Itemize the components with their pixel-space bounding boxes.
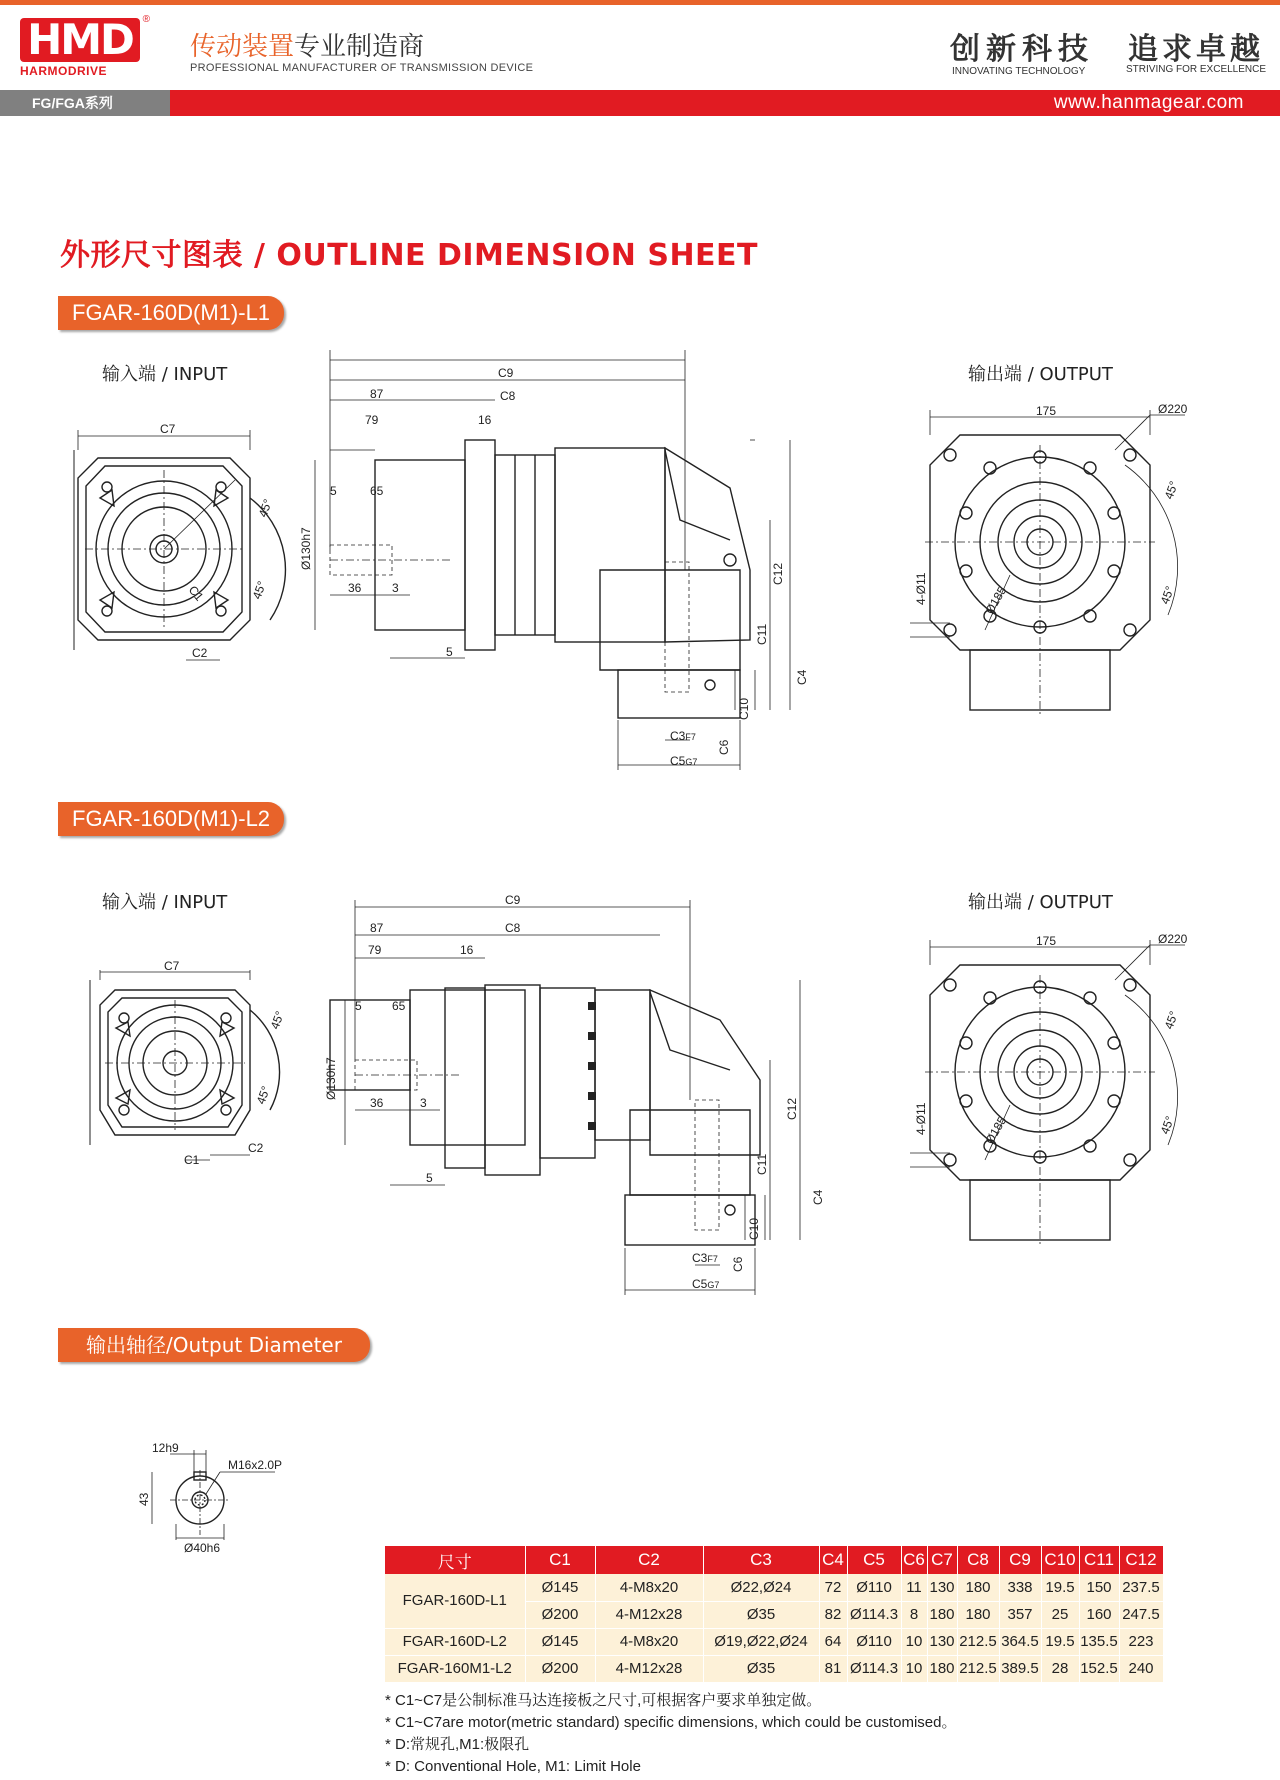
cell: Ø145: [525, 1628, 595, 1655]
dim-c3-l2: C3F7: [692, 1251, 718, 1265]
dim-c1-l2: C1: [184, 1153, 200, 1167]
cell: 4-M12x28: [595, 1655, 703, 1682]
cell: 81: [819, 1655, 847, 1682]
row-model: FGAR-160D-L1: [385, 1574, 525, 1628]
dim-c12-l1: C12: [771, 562, 785, 585]
table-header: C7: [927, 1546, 957, 1574]
angle-l2-a: 45°: [267, 1009, 288, 1032]
cell: 160: [1079, 1601, 1119, 1628]
logo-mark: HMD: [20, 18, 140, 62]
slogan-innovating-en: INNOVATING TECHNOLOGY: [952, 66, 1086, 77]
angle-l2-b: 45°: [253, 1084, 274, 1107]
registered-mark: ®: [142, 14, 150, 25]
dim-c7-l1: C7: [160, 422, 176, 436]
cell: 19.5: [1041, 1628, 1079, 1655]
cell: 180: [927, 1601, 957, 1628]
dim-d220-l1: Ø220: [1158, 402, 1188, 416]
dim-c10-l2: C10: [747, 1217, 761, 1240]
cell: 364.5: [999, 1628, 1041, 1655]
dim-36-l1: 36: [348, 581, 362, 595]
cell: 135.5: [1079, 1628, 1119, 1655]
cell: Ø22,Ø24: [703, 1574, 819, 1601]
table-header: C6: [901, 1546, 927, 1574]
angle-out-l1-b: 45°: [1157, 584, 1178, 607]
table-row: [385, 1574, 1163, 1601]
cell: 389.5: [999, 1655, 1041, 1682]
cell: Ø35: [703, 1601, 819, 1628]
dim-c2-l2: C2: [248, 1141, 264, 1155]
dim-d220-l2: Ø220: [1158, 932, 1188, 946]
output-shaft-drawing: [137, 1440, 300, 1560]
cell: Ø114.3: [847, 1601, 901, 1628]
cell: 237.5: [1119, 1574, 1163, 1601]
table-header: C4: [819, 1546, 847, 1574]
slogan-innovating: 创新科技: [950, 32, 1094, 67]
note-line: * D:常规孔,M1:极限孔: [385, 1736, 530, 1753]
table-row: [385, 1655, 1163, 1682]
cell: Ø19,Ø22,Ø24: [703, 1628, 819, 1655]
website-link[interactable]: www.hanmagear.com: [1053, 92, 1244, 113]
tagline-part1: 传动装置: [190, 32, 295, 62]
table-header: C10: [1041, 1546, 1079, 1574]
dim-c11-l1: C11: [755, 623, 769, 645]
spec-table: [385, 1546, 1164, 1683]
dim-holes-l1: 4-Ø11: [914, 572, 928, 605]
cell: 10: [901, 1628, 927, 1655]
dim-d40: Ø40h6: [184, 1541, 221, 1555]
table-header: C1: [525, 1546, 595, 1574]
dim-65-l2: 65: [392, 999, 406, 1013]
cell: 338: [999, 1574, 1041, 1601]
output-view-drawing-l2: [910, 932, 1190, 1255]
table-header: C5: [847, 1546, 901, 1574]
cell: 357: [999, 1601, 1041, 1628]
slogan-striving-en: STRIVING FOR EXCELLENCE: [1126, 64, 1267, 75]
cell: 223: [1119, 1628, 1163, 1655]
table-header: C2: [595, 1546, 703, 1574]
table-header: 尺寸: [385, 1546, 525, 1574]
cell: 64: [819, 1628, 847, 1655]
company-logo: [20, 14, 150, 78]
dim-175-l2: 175: [1036, 934, 1057, 948]
input-view-drawing-l1: [60, 420, 300, 670]
row-model: FGAR-160D-L2: [385, 1628, 525, 1655]
cell: Ø110: [847, 1628, 901, 1655]
dim-d130-l1: Ø130h7: [299, 527, 313, 570]
output-label-l1: 输出端 / OUTPUT: [968, 364, 1113, 385]
angle-l1-b: 45°: [249, 579, 270, 602]
table-header-row: [385, 1546, 1163, 1574]
angle-l1-a: 45°: [255, 497, 276, 520]
dim-79-l1: 79: [365, 413, 379, 427]
dim-c1-l1: C1: [185, 582, 207, 604]
cell: 130: [927, 1574, 957, 1601]
cell: 150: [1079, 1574, 1119, 1601]
header-accent-line: [0, 0, 1280, 5]
cell: 180: [957, 1601, 999, 1628]
cell: 212.5: [957, 1628, 999, 1655]
sheet-title: 外形尺寸图表 / OUTLINE DIMENSION SHEET: [60, 238, 759, 273]
cell: 82: [819, 1601, 847, 1628]
cell: 180: [957, 1574, 999, 1601]
dim-holes-l2: 4-Ø11: [914, 1102, 928, 1135]
angle-out-l1-a: 45°: [1161, 479, 1182, 502]
output-view-drawing-l1: [910, 402, 1190, 725]
row-model: FGAR-160M1-L2: [385, 1655, 525, 1682]
table-header: C9: [999, 1546, 1041, 1574]
dim-16-l2: 16: [460, 943, 474, 957]
side-view-drawing-l1: [299, 366, 860, 780]
cell: 10: [901, 1655, 927, 1682]
table-header: C11: [1079, 1546, 1119, 1574]
dim-87-l2: 87: [370, 921, 384, 935]
table-row: [385, 1628, 1163, 1655]
dim-d185-l2: Ø185: [982, 1114, 1010, 1147]
cell: Ø35: [703, 1655, 819, 1682]
dim-5a-l2: 5: [355, 999, 362, 1013]
dim-c5-l1: C5G7: [670, 754, 698, 768]
dim-c11-l2: C11: [755, 1153, 769, 1175]
table-header: C12: [1119, 1546, 1163, 1574]
cell: 240: [1119, 1655, 1163, 1682]
cell: 11: [901, 1574, 927, 1601]
table-header: C3: [703, 1546, 819, 1574]
cell: Ø200: [525, 1601, 595, 1628]
dim-c7-l2: C7: [164, 959, 180, 973]
series-label: FG/FGA系列: [0, 90, 170, 116]
output-diameter-tab: 输出轴径/Output Diameter: [58, 1328, 370, 1362]
cell: 4-M8x20: [595, 1628, 703, 1655]
tagline-part2: 专业制造商: [294, 32, 425, 62]
dim-c6-l2: C6: [731, 1256, 745, 1272]
table-header: C8: [957, 1546, 999, 1574]
dim-175-l1: 175: [1036, 404, 1057, 418]
dim-c3-l1: C3F7: [670, 729, 696, 743]
dim-c9-l1: C9: [498, 366, 514, 380]
dim-c2-l1: C2: [192, 646, 208, 660]
cell: 180: [927, 1655, 957, 1682]
cell: Ø145: [525, 1574, 595, 1601]
dim-5b-l2: 5: [426, 1171, 433, 1185]
slogan-striving: 追求卓越: [1128, 32, 1264, 67]
cell: Ø110: [847, 1574, 901, 1601]
dim-16-l1: 16: [478, 413, 492, 427]
cell: 152.5: [1079, 1655, 1119, 1682]
dim-43: 43: [137, 1492, 151, 1506]
angle-out-l2-a: 45°: [1161, 1009, 1182, 1032]
note-line: * C1~C7是公制标准马达连接板之尺寸,可根据客户要求单独定做。: [385, 1692, 822, 1709]
note-line: * C1~C7are motor(metric standard) specific dimensions, which could be customised。: [385, 1714, 957, 1731]
cell: 4-M8x20: [595, 1574, 703, 1601]
dim-c12-l2: C12: [785, 1097, 799, 1120]
dim-d130-l2: Ø130h7: [324, 1057, 338, 1100]
dim-36-l2: 36: [370, 1096, 384, 1110]
dim-c4-l2: C4: [811, 1189, 825, 1205]
dim-key12: 12h9: [152, 1441, 179, 1455]
dim-79-l2: 79: [368, 943, 382, 957]
input-view-drawing-l2: [60, 959, 300, 1200]
input-label-l1: 输入端 / INPUT: [102, 364, 228, 385]
logo-subtext: HARMODRIVE: [20, 64, 108, 78]
dim-65-l1: 65: [370, 484, 384, 498]
dim-c5-l2: C5G7: [692, 1277, 720, 1291]
dim-c8-l2: C8: [505, 921, 521, 935]
cell: 25: [1041, 1601, 1079, 1628]
side-view-drawing-l2: [324, 893, 890, 1300]
cell: 72: [819, 1574, 847, 1601]
dim-5a-l1: 5: [330, 484, 337, 498]
cell: 4-M12x28: [595, 1601, 703, 1628]
cell: 212.5: [957, 1655, 999, 1682]
company-tagline: [190, 26, 424, 63]
dim-3-l1: 3: [392, 581, 399, 595]
dim-87-l1: 87: [370, 387, 384, 401]
cell: Ø200: [525, 1655, 595, 1682]
company-tagline-en: PROFESSIONAL MANUFACTURER OF TRANSMISSION DEVICE: [190, 62, 534, 74]
cell: 28: [1041, 1655, 1079, 1682]
dim-3-l2: 3: [420, 1096, 427, 1110]
input-label-l2: 输入端 / INPUT: [102, 892, 228, 913]
output-label-l2: 输出端 / OUTPUT: [968, 892, 1113, 913]
cell: 130: [927, 1628, 957, 1655]
dim-c9-l2: C9: [505, 893, 521, 907]
dim-thread: M16x2.0P: [228, 1458, 283, 1472]
dim-d185-l1: Ø185: [982, 584, 1010, 617]
cell: 8: [901, 1601, 927, 1628]
dim-c8-l1: C8: [500, 389, 516, 403]
note-line: * D: Conventional Hole, M1: Limit Hole: [385, 1758, 641, 1775]
cell: Ø114.3: [847, 1655, 901, 1682]
dim-c6-l1: C6: [717, 739, 731, 755]
dim-5b-l1: 5: [446, 645, 453, 659]
dim-c10-l1: C10: [737, 697, 751, 720]
notes: [385, 1690, 957, 1778]
angle-out-l2-b: 45°: [1157, 1114, 1178, 1137]
dim-c4-l1: C4: [795, 669, 809, 685]
model-tab-l2: FGAR-160D(M1)-L2: [58, 802, 284, 836]
cell: 247.5: [1119, 1601, 1163, 1628]
model-tab-l1: FGAR-160D(M1)-L1: [58, 296, 284, 330]
header-bar: [0, 90, 1280, 116]
cell: 19.5: [1041, 1574, 1079, 1601]
